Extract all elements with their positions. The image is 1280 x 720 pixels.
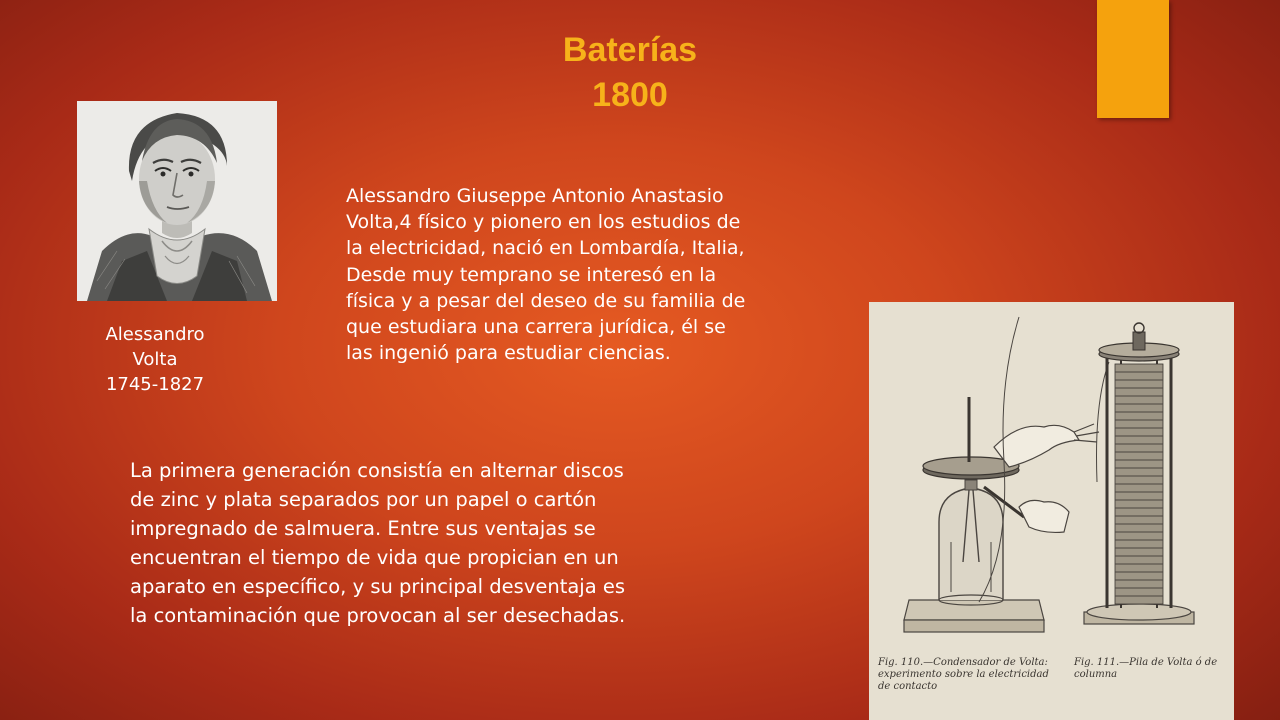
accent-bar [1097, 0, 1169, 118]
figure-111-caption [1074, 657, 1229, 681]
title-line-1: Baterías [562, 31, 698, 69]
title-line-2: 1800 [592, 76, 668, 114]
fig110-line-1: Fig. 110.—Condensador de Volta: [878, 657, 1048, 668]
fig111-line-2: columna [1074, 669, 1118, 680]
generation-paragraph: La primera generación consistía en alternar discos de zinc y plata separados por un papel o cartón impregnado de salmuera. Entre sus ventajas se encuentran el tiempo de vida que propician en un aparato en específico, y su principal desventaja es la contaminación que provocan al ser desechadas. [130, 459, 626, 627]
slide-title [440, 28, 820, 118]
fig110-line-2: experimento sobre la electricidad [878, 669, 1049, 680]
caption-name-last: Volta [132, 349, 178, 370]
bio-paragraph: Alessandro Giuseppe Antonio Anastasio Volta,4 físico y pionero en los estudios de la electricidad, nació en Lombardía, Italia, Desde muy temprano se interesó en la física y a pesar del deseo de su familia de que estudiara una carrera jurídica, él se las ingenió para estudiar ciencias. [346, 185, 746, 365]
voltaic-pile-engraving [869, 302, 1234, 720]
figure-110-caption [878, 657, 1078, 693]
caption-name-first: Alessandro [105, 324, 205, 345]
portrait-caption [80, 322, 230, 397]
fig110-line-3: de contacto [878, 681, 938, 692]
volta-portrait-image [77, 101, 277, 301]
fig111-line-1: Fig. 111.—Pila de Volta ó de [1074, 657, 1218, 668]
caption-years: 1745-1827 [105, 374, 205, 395]
